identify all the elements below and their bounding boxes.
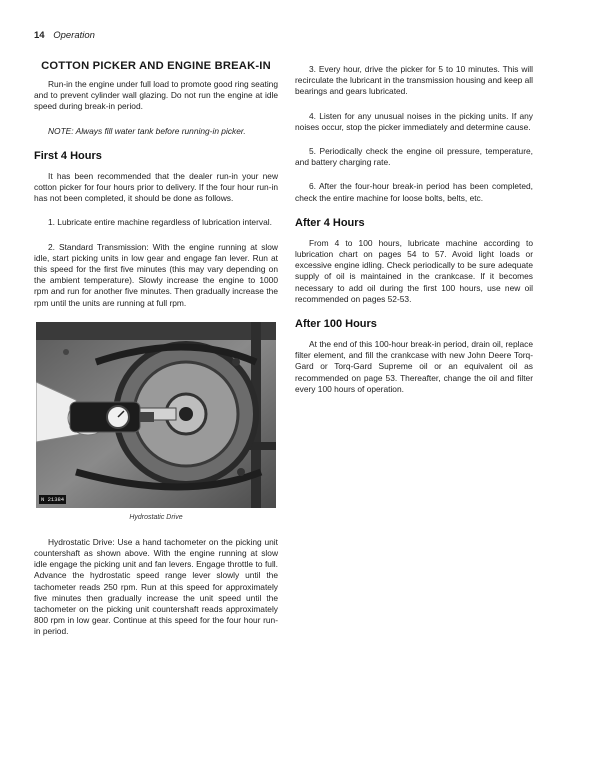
heading-after-100-hours: After 100 Hours [295, 318, 377, 331]
page-number: 14 [34, 30, 45, 41]
heading-after-4-hours: After 4 Hours [295, 216, 365, 229]
page-header [34, 30, 95, 41]
first4-paragraph-3: 2. Standard Transmission: With the engine running at slow idle, start picking units in low gear and engage fan lever. Run at this speed for the first five minutes (this may vary depending on the ambient temperature). Slowly increase the engine to 1000 rpm and run for another five minutes. Then gradually increase the rpm until the units are running at full rpm. [34, 241, 278, 308]
after100-paragraph: At the end of this 100-hour break-in period, drain oil, replace filter element, and fill the crankcase with new John Deere Torq-Gard or Torq-Gard Supreme oil or an equivalent oil as recommended on page 53. Thereafter, change the oil and filter every 100 hours of operation. [295, 339, 533, 394]
main-heading: COTTON PICKER AND ENGINE BREAK-IN [41, 60, 271, 72]
heading-first-4-hours: First 4 Hours [34, 149, 102, 162]
hydrostatic-paragraph: Hydrostatic Drive: Use a hand tachometer on the picking unit countershaft as shown above. With the engine running at slow idle engage the picking unit and fan levers. Engage throttle to full. Advance the hydrostatic speed range lever slowly until the tachometer reads 250 rpm. Run at this speed for approximately five minutes then gradually increase the unit speed until the tachometer on the picking unit countershaft reads approximately 800 rpm in low gear. Continue at this speed for the four hour run-in period. [34, 536, 278, 637]
step-3-paragraph: 3. Every hour, drive the picker for 5 to 10 minutes. This will recirculate the lubricant in the transmission housing and keep all bearings and gears lubricated. [295, 64, 533, 97]
figure-caption: Hydrostatic Drive [129, 513, 183, 521]
first4-paragraph-1: It has been recommended that the dealer run-in your new cotton picker for four hours prior to delivery. If the four hour run-in has not been completed, it should be done as follows. [34, 170, 278, 204]
step-4-paragraph: 4. Listen for any unusual noises in the picking units. If any noises occur, stop the picker immediately and determine cause. [295, 110, 533, 132]
first4-paragraph-2: 1. Lubricate entire machine regardless of lubrication interval. [48, 217, 272, 228]
section-title: Operation [53, 30, 95, 41]
step-5-paragraph: 5. Periodically check the engine oil pressure, temperature, and battery charging rate. [295, 146, 533, 168]
right-column [295, 64, 533, 408]
figure-reference-tag: N 21384 [41, 495, 65, 503]
intro-paragraph: Run-in the engine under full load to promote good ring seating and to prevent cylinder wall glazing. Do not run the engine at idle speed during break-in period. [34, 79, 279, 112]
left-column [34, 60, 278, 651]
note-paragraph: NOTE: Always fill water tank before running-in picker. [48, 125, 246, 136]
step-6-paragraph: 6. After the four-hour break-in period has been completed, check the entire machine for loose bolts, belts, etc. [295, 181, 533, 203]
after4-paragraph: From 4 to 100 hours, lubricate machine according to lubrication chart on pages 54 to 57. Avoid light loads or excessive engine idling. Check periodically to be sure adequate supply of oil is maintained in the crankcase. If it becomes necessary to add oil during the first 100 hours, use new oil recommended on pages 52-53. [295, 237, 533, 304]
hydrostatic-drive-photo [36, 322, 276, 508]
photo-illustration [36, 322, 276, 508]
